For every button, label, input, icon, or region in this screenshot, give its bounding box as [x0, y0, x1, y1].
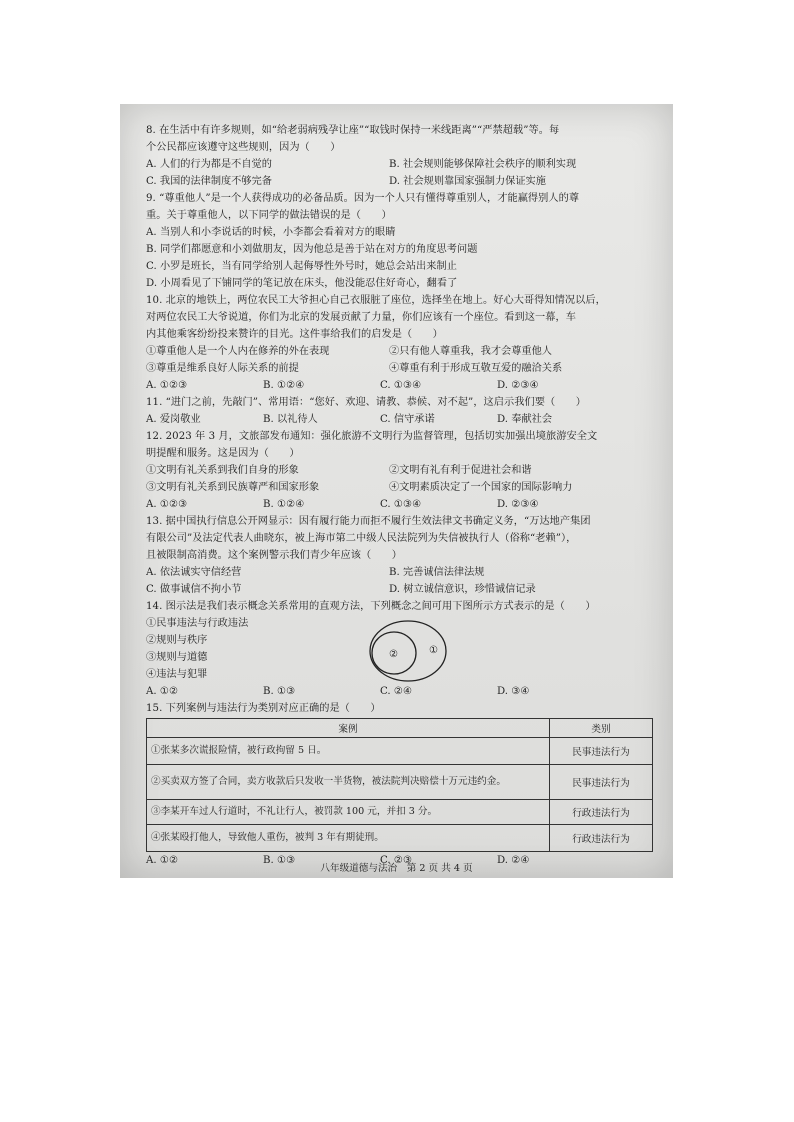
- question-13: [146, 513, 648, 598]
- q8-options-row2: [146, 173, 648, 190]
- q10-statement-3: ③尊重是维系良好人际关系的前提: [146, 363, 299, 374]
- question-11: [146, 394, 648, 428]
- q12-options: [146, 496, 648, 513]
- q10-statements-row2: [146, 360, 648, 377]
- case-cell: ④张某殴打他人，导致他人重伤，被判 3 年有期徒刑。: [147, 825, 550, 852]
- q15-option-c[interactable]: C. ②③: [380, 855, 413, 866]
- q10-options: [146, 377, 648, 394]
- q12-option-d[interactable]: D. ②③④: [497, 499, 539, 510]
- case-cell: ③李某开车过人行道时，不礼让行人，被罚款 100 元，并扣 3 分。: [147, 800, 550, 825]
- q11-option-c[interactable]: C. 信守承诺: [380, 414, 435, 425]
- q14-option-b[interactable]: B. ①③: [263, 686, 296, 697]
- photographed-exam-page: [120, 104, 673, 878]
- category-cell: 民事违法行为: [550, 738, 653, 765]
- q8-options-row1: [146, 156, 648, 173]
- q14-option-a[interactable]: A. ①②: [146, 686, 179, 697]
- q10-statement-4: ④尊重有利于形成互敬互爱的融洽关系: [389, 363, 563, 374]
- q10-statements-row1: [146, 343, 648, 360]
- q11-options: [146, 411, 648, 428]
- q13-option-a[interactable]: A. 依法诚实守信经营: [146, 567, 242, 578]
- question-14: [146, 598, 648, 700]
- table-row: [147, 738, 653, 765]
- q14-options: [146, 683, 648, 700]
- q14-option-d[interactable]: D. ③④: [497, 686, 530, 697]
- q8-option-b[interactable]: B. 社会规则能够保障社会秩序的顺利实现: [389, 159, 577, 170]
- table-row: [147, 800, 653, 825]
- question-8: [146, 122, 648, 190]
- q10-stem-line2: 对两位农民工大爷说道，你们为北京的发展贡献了力量，你们应该有一个座位。看到这一幕，车: [146, 312, 576, 323]
- q10-stem-line1: 10. 北京的地铁上，两位农民工大爷担心自己衣服脏了座位，选择坐在地上。好心大哥得知情况以后，: [146, 295, 606, 306]
- q14-statement-2: ②规则与秩序: [146, 635, 208, 646]
- page-footer: 八年级道德与法治 第 2 页 共 4 页: [320, 863, 473, 874]
- category-cell: 行政违法行为: [550, 825, 653, 852]
- category-cell: 民事违法行为: [550, 765, 653, 800]
- q9-option-b[interactable]: B. 同学们都愿意和小刘做朋友，因为他总是善于站在对方的角度思考问题: [146, 244, 478, 255]
- q14-statement-4: ④违法与犯罪: [146, 669, 208, 680]
- q12-option-c[interactable]: C. ①③④: [380, 499, 422, 510]
- q9-option-d[interactable]: D. 小周看见了下铺同学的笔记放在床头，他没能忍住好奇心，翻看了: [146, 278, 458, 289]
- q12-stem-line2: 明提醒和服务。这是因为（ ）: [146, 448, 300, 459]
- q8-option-c[interactable]: C. 我国的法律制度不够完备: [146, 176, 272, 187]
- q9-stem-line2: 重。关于尊重他人，以下同学的做法错误的是（ ）: [146, 210, 392, 221]
- q13-stem-line1: 13. 据中国执行信息公开网显示：因有履行能力而拒不履行生效法律文书确定义务，“万达地产集团: [146, 516, 591, 527]
- q14-statement-1: ①民事违法与行政违法: [146, 618, 249, 629]
- q13-stem-line2: 有限公司”及法定代表人曲晓东，被上海市第二中级人民法院列为失信被执行人（俗称“老赖”），: [146, 533, 577, 544]
- q8-stem-line1: 8. 在生活中有许多规则，如“给老弱病残孕让座”“取钱时保持一米线距离”“严禁超载”等。每: [146, 125, 560, 136]
- q13-stem-line3: 且被限制高消费。这个案例警示我们青少年应该（ ）: [146, 550, 402, 561]
- venn-inner-label: ②: [389, 649, 398, 660]
- q14-stem-line1: 14. 图示法是我们表示概念关系常用的直观方法，下列概念之间可用下图所示方式表示的是（ ）: [146, 601, 596, 612]
- q14-statement-3: ③规则与道德: [146, 652, 208, 663]
- q15-option-a[interactable]: A. ①②: [146, 855, 179, 866]
- q12-option-a[interactable]: A. ①②③: [146, 499, 188, 510]
- table-row: [147, 765, 653, 800]
- table-header-row: [147, 719, 653, 738]
- question-10: [146, 292, 648, 394]
- question-9: [146, 190, 648, 292]
- q15-stem-line1: 15. 下列案例与违法行为类别对应正确的是（ ）: [146, 703, 381, 714]
- venn-outer-label: ①: [429, 645, 438, 656]
- question-15: [146, 700, 648, 869]
- q12-statements-row1: [146, 462, 648, 479]
- q14-statements-and-diagram: [146, 615, 648, 683]
- q8-option-d[interactable]: D. 社会规则靠国家强制力保证实施: [389, 176, 546, 187]
- q15-option-d[interactable]: D. ②④: [497, 855, 530, 866]
- q10-stem-line3: 内其他乘客纷纷投来赞许的目光。这件事给我们的启发是（ ）: [146, 329, 443, 340]
- header-case: 案例: [147, 719, 550, 738]
- q10-statement-2: ②只有他人尊重我，我才会尊重他人: [389, 346, 552, 357]
- q12-stem-line1: 12. 2023 年 3 月，文旅部发布通知：强化旅游不文明行为监督管理，包括切实加强出境旅游安全文: [146, 431, 598, 442]
- q14-option-c[interactable]: C. ②④: [380, 686, 413, 697]
- q13-option-d[interactable]: D. 树立诚信意识，珍惜诚信记录: [389, 584, 536, 595]
- q13-options-row2: [146, 581, 648, 598]
- q13-option-b[interactable]: B. 完善诚信法律法规: [389, 567, 485, 578]
- q15-option-b[interactable]: B. ①③: [263, 855, 296, 866]
- q12-option-b[interactable]: B. ①②④: [263, 499, 305, 510]
- q9-option-a[interactable]: A. 当别人和小李说话的时候，小李都会看着对方的眼睛: [146, 227, 396, 238]
- q12-statement-1: ①文明有礼关系到我们自身的形象: [146, 465, 299, 476]
- q10-option-b[interactable]: B. ①②④: [263, 380, 305, 391]
- q11-option-d[interactable]: D. 奉献社会: [497, 414, 553, 425]
- q11-stem-line1: 11. “进门之前，先敲门”、常用语：“您好、欢迎、请教、恭候、对不起”，这启示我们要（ ）: [146, 397, 586, 408]
- case-cell: ①张某多次谎报险情，被行政拘留 5 日。: [147, 738, 550, 765]
- exam-content: [146, 122, 648, 869]
- case-cell: ②买卖双方签了合同，卖方收款后只发收一半货物，被法院判决赔偿十万元违约金。: [147, 765, 550, 800]
- q14-statements: [146, 615, 346, 683]
- q15-case-table: [146, 718, 653, 852]
- q11-option-b[interactable]: B. 以礼待人: [263, 414, 318, 425]
- category-cell: 行政违法行为: [550, 800, 653, 825]
- venn-diagram: [346, 613, 466, 685]
- q8-option-a[interactable]: A. 人们的行为都是不自觉的: [146, 159, 272, 170]
- question-12: [146, 428, 648, 513]
- q8-stem-line2: 个公民都应该遵守这些规则，因为（ ）: [146, 142, 341, 153]
- q10-option-d[interactable]: D. ②③④: [497, 380, 539, 391]
- q10-option-a[interactable]: A. ①②③: [146, 380, 188, 391]
- q12-statement-2: ②文明有礼有利于促进社会和谐: [389, 465, 532, 476]
- q12-statements-row2: [146, 479, 648, 496]
- header-category: 类别: [550, 719, 653, 738]
- q10-statement-1: ①尊重他人是一个人内在修养的外在表现: [146, 346, 330, 357]
- q12-statement-4: ④文明素质决定了一个国家的国际影响力: [389, 482, 573, 493]
- q9-stem-line1: 9. “尊重他人”是一个人获得成功的必备品质。因为一个人只有懂得尊重别人，才能赢得别人的尊: [146, 193, 580, 204]
- q13-options-row1: [146, 564, 648, 581]
- q13-option-c[interactable]: C. 做事诚信不拘小节: [146, 584, 242, 595]
- q11-option-a[interactable]: A. 爱岗敬业: [146, 414, 201, 425]
- q10-option-c[interactable]: C. ①③④: [380, 380, 422, 391]
- q12-statement-3: ③文明有礼关系到民族尊严和国家形象: [146, 482, 320, 493]
- q9-option-c[interactable]: C. 小罗是班长，当有同学给别人起侮辱性外号时，她总会站出来制止: [146, 261, 457, 272]
- table-row: [147, 825, 653, 852]
